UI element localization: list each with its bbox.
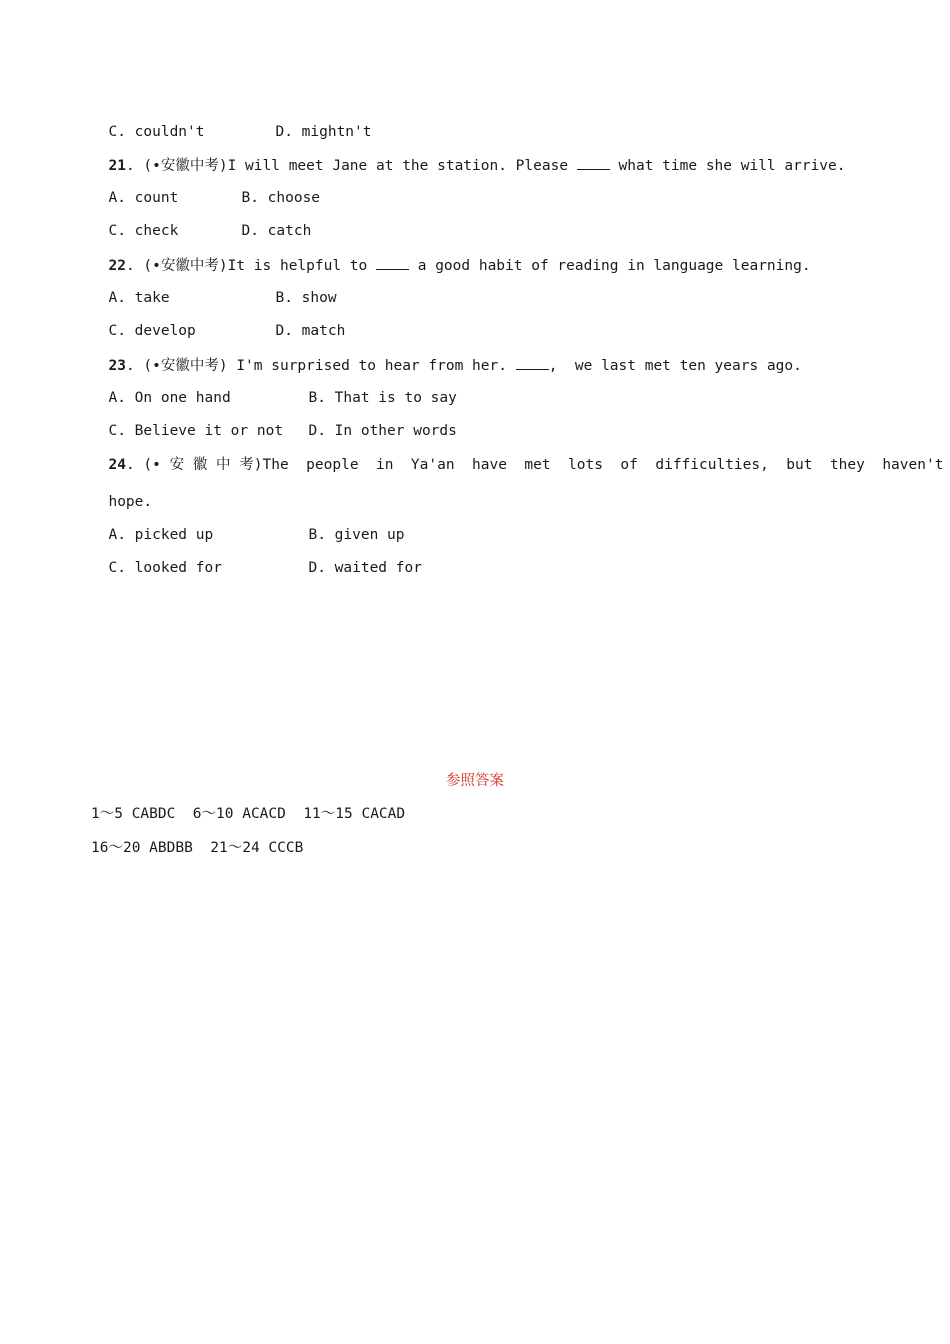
answer-blank (376, 255, 409, 270)
question-stem-before: It is helpful to (227, 258, 376, 274)
question-stem-after: a good habit of reading in language learning. (409, 258, 811, 274)
question-number: 21 (108, 158, 126, 174)
q24-option-d: D. waited for (308, 560, 422, 576)
question-source: . (•安徽中考) (125, 358, 237, 374)
question-24 (91, 435, 943, 475)
q21-option-b: B. choose (241, 190, 321, 206)
q23-option-b: B. That is to say (308, 390, 457, 406)
question-source: . (•安徽中考) (125, 258, 228, 274)
question-number: 24 (108, 457, 126, 473)
question-stem-after: what time she will arrive. (609, 158, 846, 174)
question-stem-before: I'm surprised to hear from her. (236, 358, 516, 374)
answer-blank (516, 355, 549, 370)
question-stem-after: , we last met ten years ago. (548, 358, 802, 374)
q22-option-c: C. develop (108, 323, 196, 339)
q21-option-a: A. count (108, 190, 179, 206)
question-stem-line2: hope. (108, 494, 153, 510)
question-source: . (• 安 徽 中 考) (125, 457, 263, 473)
answer-blank (577, 155, 610, 170)
q23-option-a: A. On one hand (108, 390, 231, 406)
question-stem-before: I will meet Jane at the station. Please (227, 158, 577, 174)
answer-key-row-1: 1～5 CABDC 6～10 ACACD 11～15 CACAD (91, 806, 406, 822)
q23-option-d: D. In other words (308, 423, 457, 439)
q24-option-b: B. given up (308, 527, 405, 543)
q22-option-b: B. show (275, 290, 337, 306)
q24-option-c: C. looked for (108, 560, 222, 576)
q24-options-cd (91, 538, 422, 578)
answer-key-row-2: 16～20 ABDBB 21～24 CCCB (91, 840, 304, 856)
q22-option-a: A. take (108, 290, 170, 306)
q22-option-d: D. match (275, 323, 346, 339)
question-source: . (•安徽中考) (125, 158, 228, 174)
q20-option-d: D. mightn't (275, 124, 372, 140)
question-number: 22 (108, 258, 126, 274)
q20-option-c: C. couldn't (108, 124, 205, 140)
question-stem-line1: The people in Ya'an have met lots of difficulties, but they haven't (262, 457, 944, 473)
q21-option-d: D. catch (241, 223, 312, 239)
answer-key-title: 参照答案 (446, 773, 504, 789)
q21-option-c: C. check (108, 223, 179, 239)
q24-option-a: A. picked up (108, 527, 214, 543)
question-number: 23 (108, 358, 126, 374)
q23-option-c: C. Believe it or not (108, 423, 284, 439)
